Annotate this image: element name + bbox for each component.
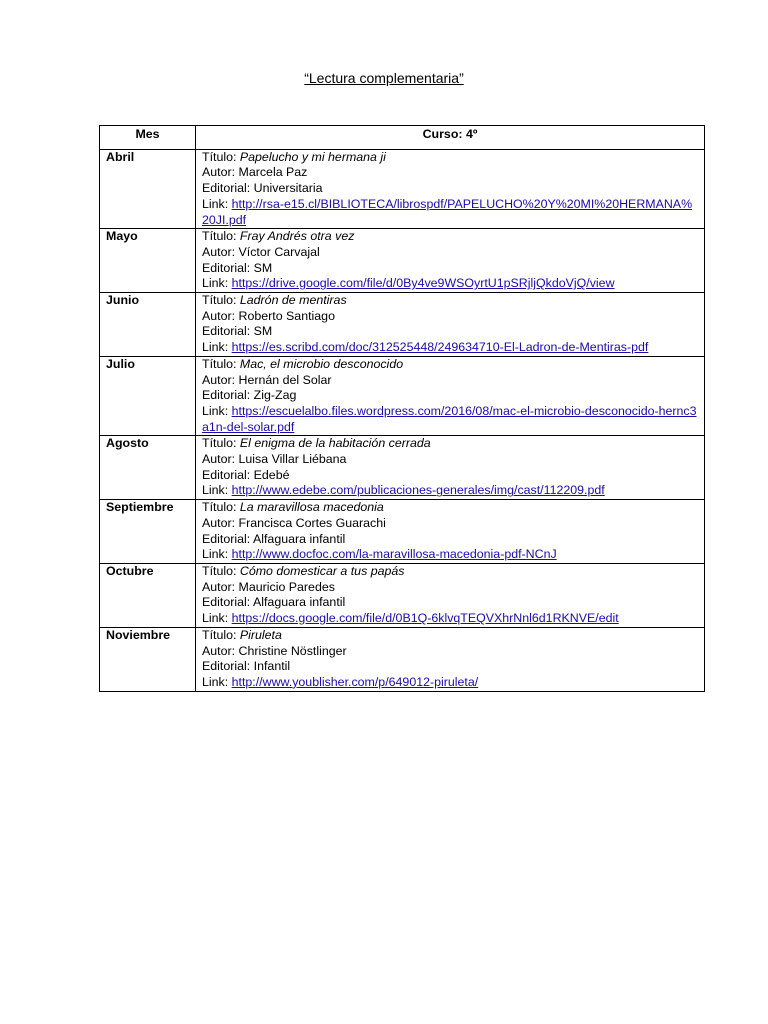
book-title-line (202, 357, 698, 373)
book-author: Francisca Cortes Guarachi (238, 515, 386, 530)
book-link[interactable]: http://rsa-e15.cl/BIBLIOTECA/librospdf/PAPELUCHO%20Y%20MI%20HERMANA%20JI.pdf (202, 196, 693, 227)
month-column-header: Mes (100, 126, 196, 150)
book-title-line (202, 293, 698, 309)
book-title: Fray Andrés otra vez (239, 229, 355, 244)
book-author-line (202, 516, 698, 532)
title-label: Título: (202, 627, 240, 642)
title-label: Título: (202, 149, 240, 164)
table-header-row (100, 126, 705, 150)
book-author: Luisa Villar Liébana (238, 452, 347, 467)
author-label: Autor: (202, 244, 239, 259)
table-row (100, 563, 705, 627)
book-publisher: Edebé (253, 467, 290, 482)
book-author-line (202, 452, 698, 468)
book-title: Piruleta (239, 627, 282, 642)
book-publisher: Universitaria (253, 181, 323, 196)
book-author-line (202, 245, 698, 261)
book-publisher-line (202, 659, 698, 675)
publisher-label: Editorial: (202, 659, 254, 674)
book-link[interactable]: http://www.docfoc.com/la-maravillosa-macedonia-pdf-NCnJ (231, 547, 557, 562)
book-publisher: SM (253, 260, 273, 275)
title-label: Título: (202, 229, 240, 244)
month-cell: Junio (100, 293, 196, 357)
book-link[interactable]: http://www.youblisher.com/p/649012-piruleta/ (231, 674, 479, 689)
book-link-line (202, 340, 698, 356)
author-label: Autor: (202, 515, 239, 530)
book-link-line (202, 404, 698, 435)
book-publisher: Alfaguara infantil (252, 595, 346, 610)
book-link[interactable]: https://docs.google.com/file/d/0B1Q-6klvqTEQVXhrNnl6d1RKNVE/edit (231, 611, 619, 626)
book-title: Papelucho y mi hermana ji (239, 149, 386, 164)
book-link[interactable]: https://es.scribd.com/doc/312525448/249634710-El-Ladron-de-Mentiras-pdf (231, 340, 649, 355)
book-info-cell (196, 229, 705, 293)
book-publisher: Zig-Zag (253, 388, 297, 403)
publisher-label: Editorial: (202, 531, 253, 546)
book-publisher: SM (253, 324, 273, 339)
document-title: “Lectura complementaria” (304, 70, 464, 86)
book-publisher-line (202, 324, 698, 340)
link-label: Link: (202, 276, 232, 291)
book-publisher-line (202, 532, 698, 548)
book-author: Hernán del Solar (238, 372, 332, 387)
link-label: Link: (202, 340, 232, 355)
book-link-line (202, 276, 698, 292)
book-author-line (202, 644, 698, 660)
book-author-line (202, 373, 698, 389)
book-info-cell (196, 436, 705, 500)
publisher-label: Editorial: (202, 260, 254, 275)
publisher-label: Editorial: (202, 324, 254, 339)
book-author-line (202, 309, 698, 325)
book-title-line (202, 436, 698, 452)
book-title-line (202, 150, 698, 166)
table-row (100, 229, 705, 293)
book-publisher-line (202, 468, 698, 484)
author-label: Autor: (202, 372, 239, 387)
book-author-line (202, 165, 698, 181)
table-row (100, 356, 705, 436)
book-info-cell (196, 149, 705, 229)
title-label: Título: (202, 293, 240, 308)
book-title: Ladrón de mentiras (239, 293, 347, 308)
month-cell: Julio (100, 356, 196, 436)
book-title-line (202, 628, 698, 644)
author-label: Autor: (202, 308, 239, 323)
book-title: Cómo domesticar a tus papás (239, 563, 405, 578)
month-cell: Octubre (100, 563, 196, 627)
book-publisher: Infantil (253, 659, 291, 674)
book-publisher-line (202, 181, 698, 197)
book-title-line (202, 500, 698, 516)
table-row (100, 627, 705, 691)
book-link-line (202, 197, 698, 228)
month-cell: Abril (100, 149, 196, 229)
book-author: Mauricio Paredes (238, 579, 335, 594)
publisher-label: Editorial: (202, 467, 254, 482)
table-row (100, 500, 705, 564)
title-label: Título: (202, 563, 240, 578)
book-title: El enigma de la habitación cerrada (239, 436, 431, 451)
author-label: Autor: (202, 165, 239, 180)
book-info-cell (196, 627, 705, 691)
book-info-cell (196, 356, 705, 436)
month-cell: Septiembre (100, 500, 196, 564)
table-row (100, 293, 705, 357)
book-info-cell (196, 500, 705, 564)
book-author: Roberto Santiago (238, 308, 335, 323)
title-label: Título: (202, 356, 240, 371)
link-label: Link: (202, 196, 232, 211)
book-link-line (202, 675, 698, 691)
publisher-label: Editorial: (202, 181, 254, 196)
book-link-line (202, 611, 698, 627)
book-link-line (202, 483, 698, 499)
title-label: Título: (202, 500, 240, 515)
author-label: Autor: (202, 579, 239, 594)
book-title: Mac, el microbio desconocido (239, 356, 404, 371)
month-cell: Mayo (100, 229, 196, 293)
book-author: Marcela Paz (238, 165, 308, 180)
link-label: Link: (202, 547, 232, 562)
book-link[interactable]: https://escuelalbo.files.wordpress.com/2016/08/mac-el-microbio-desconocido-hernc3a1n-del-solar.pdf (202, 403, 697, 434)
month-cell: Agosto (100, 436, 196, 500)
table-body (100, 149, 705, 691)
book-publisher-line (202, 595, 698, 611)
book-title: La maravillosa macedonia (239, 500, 384, 515)
author-label: Autor: (202, 452, 239, 467)
book-info-cell (196, 563, 705, 627)
publisher-label: Editorial: (202, 595, 253, 610)
link-label: Link: (202, 483, 232, 498)
link-label: Link: (202, 674, 232, 689)
book-link-line (202, 547, 698, 563)
book-author: Víctor Carvajal (238, 244, 320, 259)
book-title-line (202, 564, 698, 580)
book-link[interactable]: https://drive.google.com/file/d/0By4ve9WSOyrtU1pSRjljQkdoVjQ/view (231, 276, 615, 291)
title-label: Título: (202, 436, 240, 451)
course-column-header: Curso: 4º (196, 126, 705, 150)
table-row (100, 149, 705, 229)
publisher-label: Editorial: (202, 388, 254, 403)
book-title-line (202, 229, 698, 245)
book-link[interactable]: http://www.edebe.com/publicaciones-generales/img/cast/112209.pdf (231, 483, 605, 498)
book-info-cell (196, 293, 705, 357)
reading-table (99, 125, 705, 692)
month-cell: Noviembre (100, 627, 196, 691)
link-label: Link: (202, 611, 232, 626)
book-author-line (202, 580, 698, 596)
book-publisher: Alfaguara infantil (252, 531, 346, 546)
book-publisher-line (202, 261, 698, 277)
book-publisher-line (202, 388, 698, 404)
link-label: Link: (202, 403, 232, 418)
table-row (100, 436, 705, 500)
author-label: Autor: (202, 643, 239, 658)
book-author: Christine Nöstlinger (238, 643, 347, 658)
